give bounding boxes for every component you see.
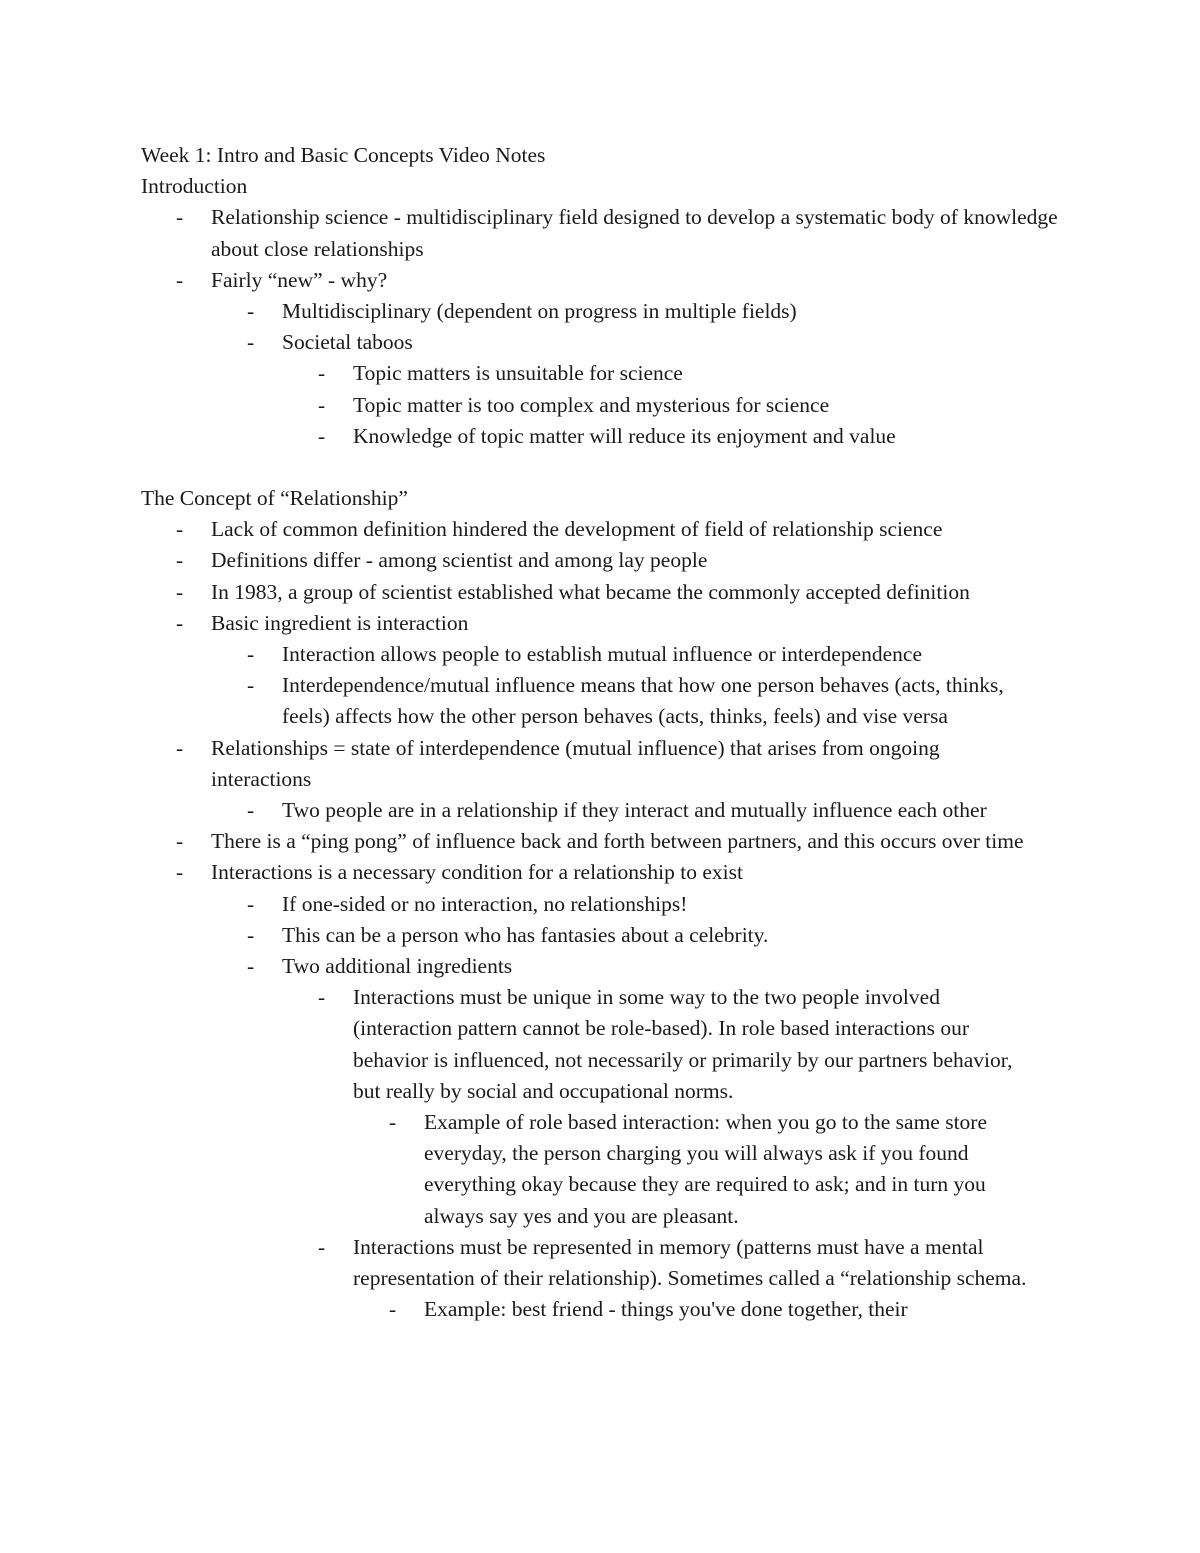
list-item: - Two people are in a relationship if they interact and mutually influence each other (141, 795, 1071, 826)
list-item: - Example: best friend - things you've done together, their (141, 1294, 1071, 1325)
list-item: - Relationships = state of interdependence (mutual influence) that arises from ongoing interactions (141, 733, 1071, 795)
bullet-dash: - (318, 1234, 326, 1259)
list-item: - Interactions is a necessary condition for a relationship to exist (141, 857, 1071, 888)
list-item: - Basic ingredient is interaction (141, 608, 1071, 639)
list-item: - Topic matter is too complex and mysterious for science (141, 390, 1071, 421)
list-item: - This can be a person who has fantasies about a celebrity. (141, 920, 1071, 951)
list-item: - Example of role based interaction: when you go to the same store everyday, the person charging you will always ask if you found everything okay because they are required to ask; and in turn you always say yes and you are pleasant. (141, 1107, 1071, 1232)
bullet-dash: - (389, 1297, 397, 1322)
list-item: - Fairly “new” - why? (141, 265, 1071, 296)
bullet-dash: - (247, 954, 255, 979)
bullet-dash: - (318, 392, 326, 417)
section-heading-concept: The Concept of “Relationship” (141, 486, 408, 510)
bullet-dash: - (176, 205, 184, 230)
document-page (141, 140, 1071, 1325)
bullet-dash: - (247, 298, 255, 323)
list-item: - Lack of common definition hindered the development of field of relationship science (141, 514, 1071, 545)
bullet-dash: - (247, 891, 255, 916)
list-item: - Definitions differ - among scientist and among lay people (141, 545, 1071, 576)
bullet-dash: - (176, 517, 184, 542)
bullet-dash: - (176, 860, 184, 885)
bullet-dash: - (389, 1110, 397, 1135)
list-item: - Topic matters is unsuitable for science (141, 358, 1071, 389)
list-item: - Interaction allows people to establish mutual influence or interdependence (141, 639, 1071, 670)
bullet-dash: - (176, 610, 184, 635)
list-item: - If one-sided or no interaction, no relationships! (141, 889, 1071, 920)
list-item: - Knowledge of topic matter will reduce its enjoyment and value (141, 421, 1071, 452)
list-item: - There is a “ping pong” of influence back and forth between partners, and this occurs over time (141, 826, 1071, 857)
bullet-dash: - (176, 579, 184, 604)
bullet-dash: - (176, 735, 184, 760)
paragraph-gap (141, 452, 1071, 483)
bullet-dash: - (247, 673, 255, 698)
document-title: Week 1: Intro and Basic Concepts Video Notes (141, 143, 546, 167)
bullet-dash: - (318, 361, 326, 386)
list-item: - Two additional ingredients (141, 951, 1071, 982)
bullet-dash: - (318, 985, 326, 1010)
bullet-dash: - (247, 330, 255, 355)
list-item: - Relationship science - multidisciplinary field designed to develop a systematic body of knowledge about close relationships (141, 202, 1071, 264)
list-item: - Societal taboos (141, 327, 1071, 358)
list-item: - In 1983, a group of scientist established what became the commonly accepted definition (141, 577, 1071, 608)
bullet-dash: - (247, 922, 255, 947)
bullet-dash: - (176, 829, 184, 854)
bullet-dash: - (176, 267, 184, 292)
list-item: - Interactions must be unique in some way to the two people involved (interaction pattern cannot be role-based). In role based interactions our behavior is influenced, not necessarily or primarily by our partners behavior, but really by social and occupational norms. (141, 982, 1071, 1107)
list-item: - Interactions must be represented in memory (patterns must have a mental representation of their relationship). Sometimes called a “relationship schema. (141, 1232, 1071, 1294)
list-item: - Interdependence/mutual influence means that how one person behaves (acts, thinks, feels) affects how the other person behaves (acts, thinks, feels) and vise versa (141, 670, 1071, 732)
bullet-dash: - (247, 798, 255, 823)
list-item: - Multidisciplinary (dependent on progress in multiple fields) (141, 296, 1071, 327)
bullet-dash: - (247, 642, 255, 666)
section-heading-introduction: Introduction (141, 174, 248, 199)
bullet-dash: - (318, 423, 326, 448)
bullet-dash: - (176, 548, 184, 573)
